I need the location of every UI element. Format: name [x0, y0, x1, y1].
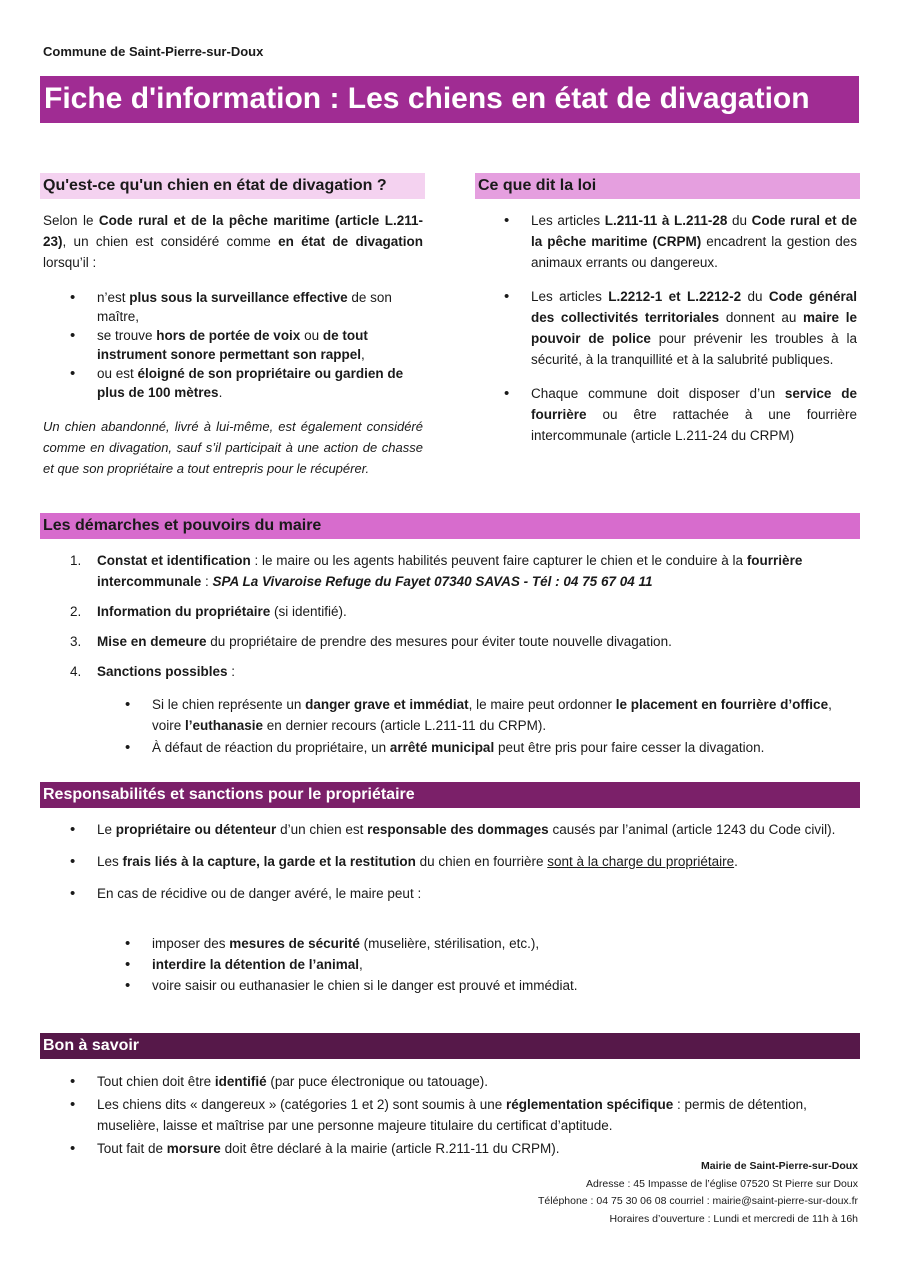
list-item: • En cas de récidive ou de danger avéré, le maire peut :: [97, 884, 859, 903]
list-item: • À défaut de réaction du propriétaire, un arrêté municipal peut être pris pour faire cesser la divagation.: [152, 737, 842, 758]
list-item: 4. Sanctions possibles :: [97, 661, 859, 682]
list-item: 2. Information du propriétaire (si identifié).: [97, 601, 859, 622]
list-number: 4.: [70, 664, 82, 679]
list-item: • imposer des mesures de sécurité (muselière, stérilisation, etc.),: [152, 933, 842, 954]
list-item: 1. Constat et identification : le maire ou les agents habilités peuvent faire capturer le chien et le conduire à la fourrière intercommunale : SPA La Vivaroise Refuge du Fayet 07340 SAVAS - Tél : 04 75 67 04 11: [97, 550, 859, 592]
list-item: • Tout chien doit être identifié (par puce électronique ou tatouage).: [97, 1071, 859, 1093]
footer-contact: [538, 1158, 858, 1228]
definition-intro: Selon le Code rural et de la pêche maritime (article L.211-23), un chien est considéré comme en état de divagation lorsqu’il :: [43, 213, 423, 270]
law-list: [531, 210, 857, 446]
list-item: • se trouve hors de portée de voix ou de tout instrument sonore permettant son rappel,: [97, 326, 423, 364]
procedures-list: [70, 550, 859, 682]
footer-contact-line: Téléphone : 04 75 30 06 08 courriel : mairie@saint-pierre-sur-doux.fr: [538, 1195, 858, 1207]
list-item: • Les articles L.2212-1 et L.2212-2 du Code général des collectivités territoriales donnent au maire le pouvoir de police pour prévenir les troubles à la sécurité, à la tranquillité et à la salubrité publiques.: [531, 286, 857, 370]
section-heading-definition: Qu'est-ce qu'un chien en état de divagation ?: [40, 173, 425, 199]
list-item: • Les frais liés à la capture, la garde et la restitution du chien en fourrière sont à la charge du propriétaire.: [97, 852, 859, 871]
list-item: • Les articles L.211-11 à L.211-28 du Code rural et de la pêche maritime (CRPM) encadrent la gestion des animaux errants ou dangereux.: [531, 210, 857, 273]
section-heading-responsibilities: Responsabilités et sanctions pour le propriétaire: [40, 782, 860, 808]
commune-name: Commune de Saint-Pierre-sur-Doux: [43, 44, 264, 59]
list-item: • n’est plus sous la surveillance effective de son maître,: [97, 288, 423, 326]
list-item: • Chaque commune doit disposer d’un service de fourrière ou être rattachée à une fourrière intercommunale (article L.211-24 du CRPM): [531, 383, 857, 446]
list-item: • ou est éloigné de son propriétaire ou gardien de plus de 100 mètres.: [97, 364, 423, 402]
responsibilities-list: [97, 820, 859, 903]
list-item: • Tout fait de morsure doit être déclaré à la mairie (article R.211-11 du CRPM).: [97, 1138, 859, 1160]
list-item: • interdire la détention de l’animal,: [152, 954, 842, 975]
list-number: 3.: [70, 634, 82, 649]
definition-note: Un chien abandonné, livré à lui-même, est également considéré comme en divagation, sauf s’il participait à une action de chasse et que son propriétaire a tout entrepris pour le récupérer.: [43, 419, 423, 476]
list-item: • Si le chien représente un danger grave et immédiat, le maire peut ordonner le placement en fourrière d’office, voire l’euthanasie en dernier recours (article L.211-11 du CRPM).: [152, 694, 842, 736]
page-title: Fiche d'information : Les chiens en état de divagation: [40, 76, 859, 123]
list-item: • voire saisir ou euthanasier le chien si le danger est prouvé et immédiat.: [152, 975, 842, 996]
list-number: 1.: [70, 553, 82, 568]
section-heading-law: Ce que dit la loi: [475, 173, 860, 199]
section-heading-procedures: Les démarches et pouvoirs du maire: [40, 513, 860, 539]
list-number: 2.: [70, 604, 82, 619]
good-to-know-list: [97, 1071, 859, 1159]
sanctions-sublist: [152, 694, 842, 758]
section-heading-good-to-know: Bon à savoir: [40, 1033, 860, 1059]
footer-name: Mairie de Saint-Pierre-sur-Doux: [701, 1160, 858, 1172]
footer-address: Adresse : 45 Impasse de l’église 07520 St Pierre sur Doux: [586, 1177, 858, 1190]
list-item: 3. Mise en demeure du propriétaire de prendre des mesures pour éviter toute nouvelle divagation.: [97, 631, 859, 652]
list-item: • Le propriétaire ou détenteur d’un chien est responsable des dommages causés par l’animal (article 1243 du Code civil).: [97, 820, 859, 839]
footer-hours: Horaires d’ouverture : Lundi et mercredi de 11h à 16h: [609, 1212, 858, 1225]
list-item: • Les chiens dits « dangereux » (catégories 1 et 2) sont soumis à une réglementation spécifique : permis de détention, muselière, laisse et maîtrise par une personne majeure titulaire du certificat d’aptitude.: [97, 1094, 859, 1137]
measures-sublist: [152, 933, 842, 996]
definition-list: [97, 288, 423, 402]
